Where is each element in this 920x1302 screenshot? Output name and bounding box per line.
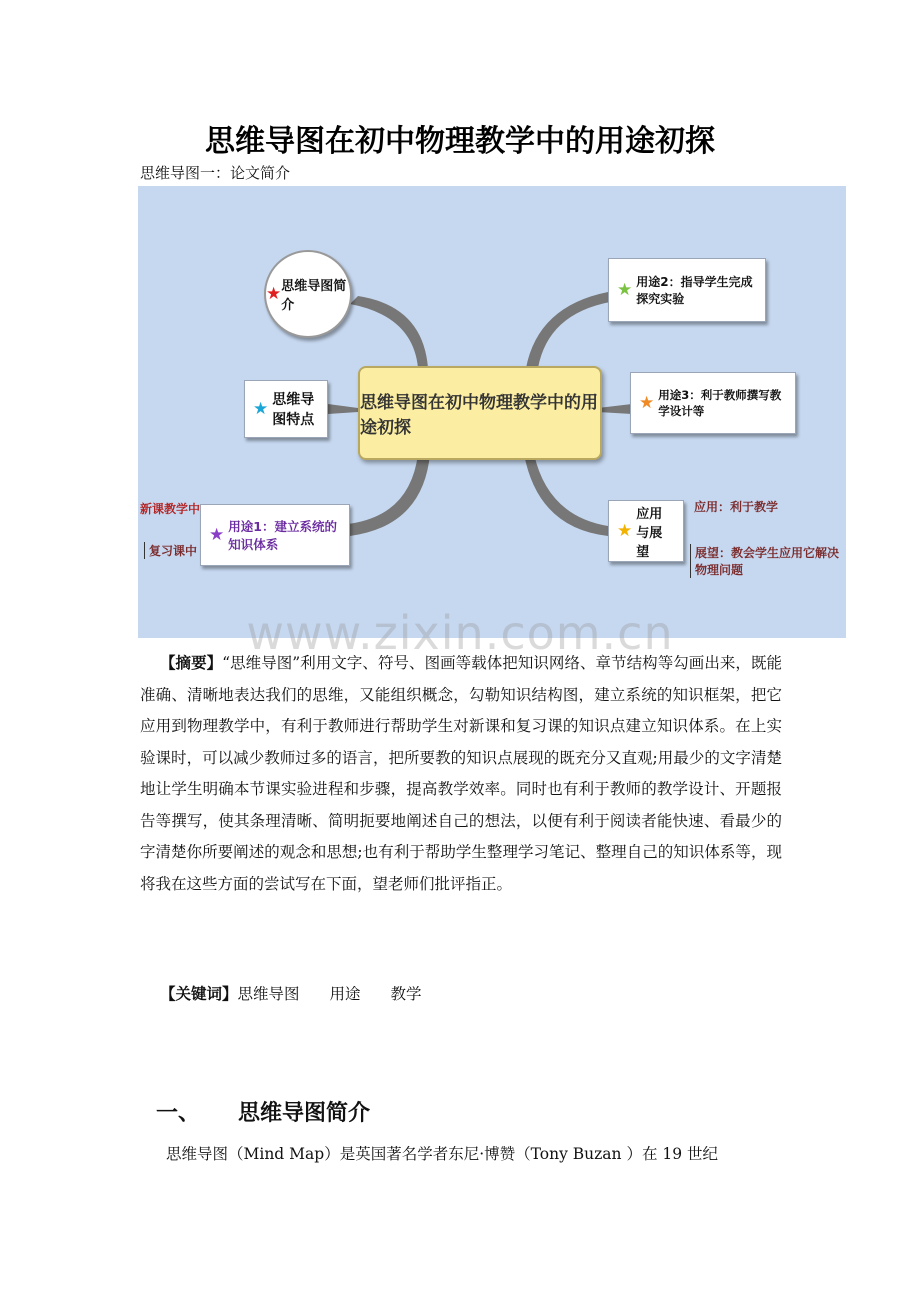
section-title: 思维导图简介 [238, 1101, 371, 1126]
use3-node [630, 372, 796, 434]
document-title: 思维导图在初中物理教学中的用途初探 [205, 124, 715, 159]
figure-caption: 思维导图一：论文简介 [140, 164, 291, 182]
intro-node [264, 250, 352, 338]
section-number: 一、 [156, 1101, 201, 1126]
app-node-label: 应用与展望 [636, 506, 663, 560]
keyword-item: 用途 [329, 985, 361, 1003]
use2-node [608, 258, 766, 322]
use1-node [200, 504, 350, 566]
use2-node-label: 用途2：指导学生完成探究实验 [636, 275, 753, 306]
section-heading [156, 1096, 370, 1127]
use1-label-review: 复习课中 [144, 542, 197, 559]
mind-map-figure [138, 186, 846, 638]
green-star-icon: ★ [617, 279, 633, 300]
orange-star-icon: ★ [639, 392, 655, 413]
yellow-star-icon: ★ [617, 520, 633, 541]
intro-paragraph: 思维导图（Mind Map）是英国著名学者东尼·博赞（Tony Buzan ）在 19 世纪 [166, 1145, 719, 1163]
app-label-outlook: 展望：教会学生应用它解决物理问题 [690, 544, 846, 578]
keyword-item: 思维导图 [237, 985, 300, 1003]
watermark: www.zixin.com.cn [246, 606, 674, 660]
app-node [608, 500, 684, 562]
keywords-line [160, 982, 452, 1004]
abstract-label: 【摘要】 [160, 654, 223, 672]
use1-node-label: 用途1：建立系统的知识体系 [228, 519, 337, 552]
abstract-text: “思维导图”利用文字、符号、图画等载体把知识网络、章节结构等勾画出来，既能准确、清晰地表达我们的思维，又能组织概念，勾勒知识结构图，建立系统的知识框架，把它应用到物理教学中，有利于教师进行帮助学生对新课和复习课的知识点建立知识体系。在上实验课时，可以减少教师过多的语言，把所要教的知识点展现的既充分又直观;用最少的文字清楚地让学生明确本节课实验进程和步骤，提高教学效率。同时也有利于教师的教学设计、开题报告等撰写，使其条理清晰、简明扼要地阐述自己的想法，以便有利于阅读者能快速、看最少的字清楚你所要阐述的观念和思想;也有利于帮助学生整理学习笔记、整理自己的知识体系等，现将我在这些方面的尝试写在下面，望老师们批评指正。 [140, 654, 782, 893]
features-node-label: 思维导图特点 [272, 392, 315, 428]
keyword-item: 教学 [390, 985, 422, 1003]
center-node: 思维导图在初中物理教学中的用途初探 [358, 366, 602, 460]
intro-node-label: 思维导图简介 [281, 279, 347, 313]
purple-star-icon: ★ [209, 524, 225, 545]
use3-node-label: 用途3：利于教师撰写教学设计等 [658, 388, 782, 418]
red-star-icon: ★ [266, 283, 282, 304]
abstract-paragraph [140, 648, 782, 900]
app-label-application: 应用：利于教学 [694, 500, 779, 514]
blue-star-icon: ★ [253, 398, 269, 419]
keywords-label: 【关键词】 [160, 985, 238, 1003]
features-node [244, 380, 328, 438]
use1-label-new-lesson: 新课教学中 [140, 502, 201, 516]
